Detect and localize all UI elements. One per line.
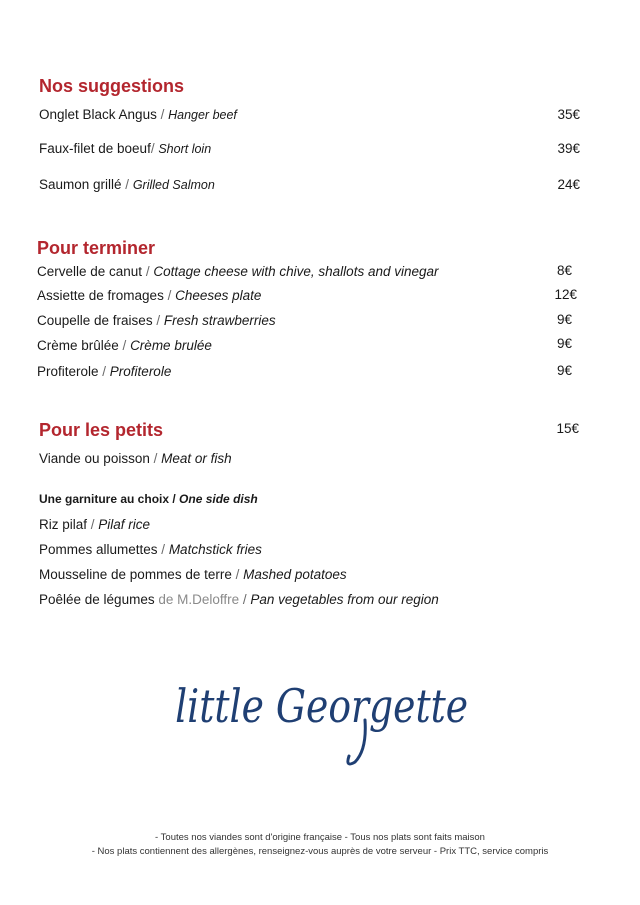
item-separator: /: [231, 567, 244, 582]
menu-item-fraises: [37, 313, 276, 328]
item-name-en: Profiterole: [109, 364, 172, 379]
side-heading-separator: /: [169, 492, 180, 506]
item-name-fr: Assiette de fromages: [37, 288, 164, 303]
item-name-en: Hanger beef: [168, 108, 237, 122]
item-name-en: Grilled Salmon: [132, 178, 215, 192]
item-name-fr: Saumon grillé: [39, 177, 122, 192]
item-name-en: Matchstick fries: [168, 542, 262, 557]
item-name-en: Short loin: [158, 142, 212, 156]
item-name-en: Pilaf rice: [98, 517, 151, 532]
item-separator: /: [152, 313, 164, 328]
menu-item-fromages: [37, 288, 261, 303]
item-name-fr: Crème brûlée: [37, 338, 119, 353]
item-separator: /: [239, 592, 251, 607]
item-separator: /: [98, 364, 110, 379]
menu-item-saumon: [39, 177, 215, 192]
item-name-en: Pan vegetables from our region: [250, 592, 439, 607]
item-separator: /: [157, 542, 169, 557]
item-separator: /: [87, 517, 99, 532]
item-price: 35€: [557, 107, 580, 122]
item-name-fr: Riz pilaf: [39, 517, 88, 532]
item-price: 12€: [554, 287, 577, 302]
supplier-name: de M.Deloffre: [154, 592, 240, 607]
item-name-en: Fresh strawberries: [163, 313, 276, 328]
menu-item-creme-brulee: [37, 338, 212, 353]
item-name-fr: Mousseline de pommes de terre: [39, 567, 232, 582]
item-price: 9€: [556, 312, 572, 327]
item-name-fr: Profiterole: [37, 364, 99, 379]
kids-menu-price: 15€: [556, 421, 579, 436]
item-separator: /: [142, 264, 154, 279]
item-price: 9€: [556, 336, 572, 351]
side-item-mousseline: [39, 567, 347, 582]
item-separator: /: [156, 107, 169, 122]
item-name-fr: Poêlée de légumes: [39, 592, 155, 607]
item-name-en: Mashed potatoes: [243, 567, 347, 582]
item-name-fr: Viande ou poisson: [39, 451, 150, 466]
kids-main-choice: [39, 451, 232, 466]
item-name-fr: Coupelle de fraises: [37, 313, 153, 328]
side-item-legumes: [39, 592, 439, 607]
item-name-fr: Faux-filet de boeuf: [39, 141, 151, 156]
item-separator: /: [118, 338, 131, 353]
menu-item-cervelle: [37, 264, 439, 279]
item-price: 24€: [557, 177, 580, 192]
footer-line-2: - Nos plats contiennent des allergènes, renseignez-vous auprès de votre serveur - Prix TTC, service compris: [91, 846, 549, 857]
item-separator: /: [163, 288, 176, 303]
section-title-kids: Pour les petits: [39, 420, 164, 440]
item-price: 39€: [557, 141, 580, 156]
menu-item-onglet: [39, 107, 237, 122]
item-name-en: Cottage cheese with chive, shallots and vinegar: [153, 264, 439, 279]
item-separator: /: [149, 451, 162, 466]
menu-item-faux-filet: [39, 141, 211, 156]
menu-item-profiterole: [37, 364, 171, 379]
item-separator: /: [150, 141, 159, 156]
logo-text: little Georgette: [175, 679, 469, 733]
item-name-en: Cheeses plate: [175, 288, 262, 303]
little-georgette-logo: [175, 660, 469, 770]
item-name-fr: Cervelle de canut: [37, 264, 143, 279]
section-title-desserts: Pour terminer: [37, 238, 156, 258]
item-name-fr: Onglet Black Angus: [39, 107, 157, 122]
side-dish-heading: [39, 492, 258, 506]
item-separator: /: [121, 177, 133, 192]
item-name-en: Meat or fish: [161, 451, 232, 466]
item-name-en: Crème brulée: [130, 338, 212, 353]
side-heading-en: One side dish: [179, 492, 258, 506]
item-price: 8€: [556, 263, 572, 278]
footer-line-1: - Toutes nos viandes sont d'origine française - Tous nos plats sont faits maison: [155, 832, 485, 843]
side-item-riz: [39, 517, 150, 532]
side-heading-fr: Une garniture au choix: [39, 492, 170, 506]
item-price: 9€: [556, 363, 572, 378]
item-name-fr: Pommes allumettes: [39, 542, 158, 557]
section-title-suggestions: Nos suggestions: [39, 76, 185, 96]
side-item-pommes: [39, 542, 262, 557]
